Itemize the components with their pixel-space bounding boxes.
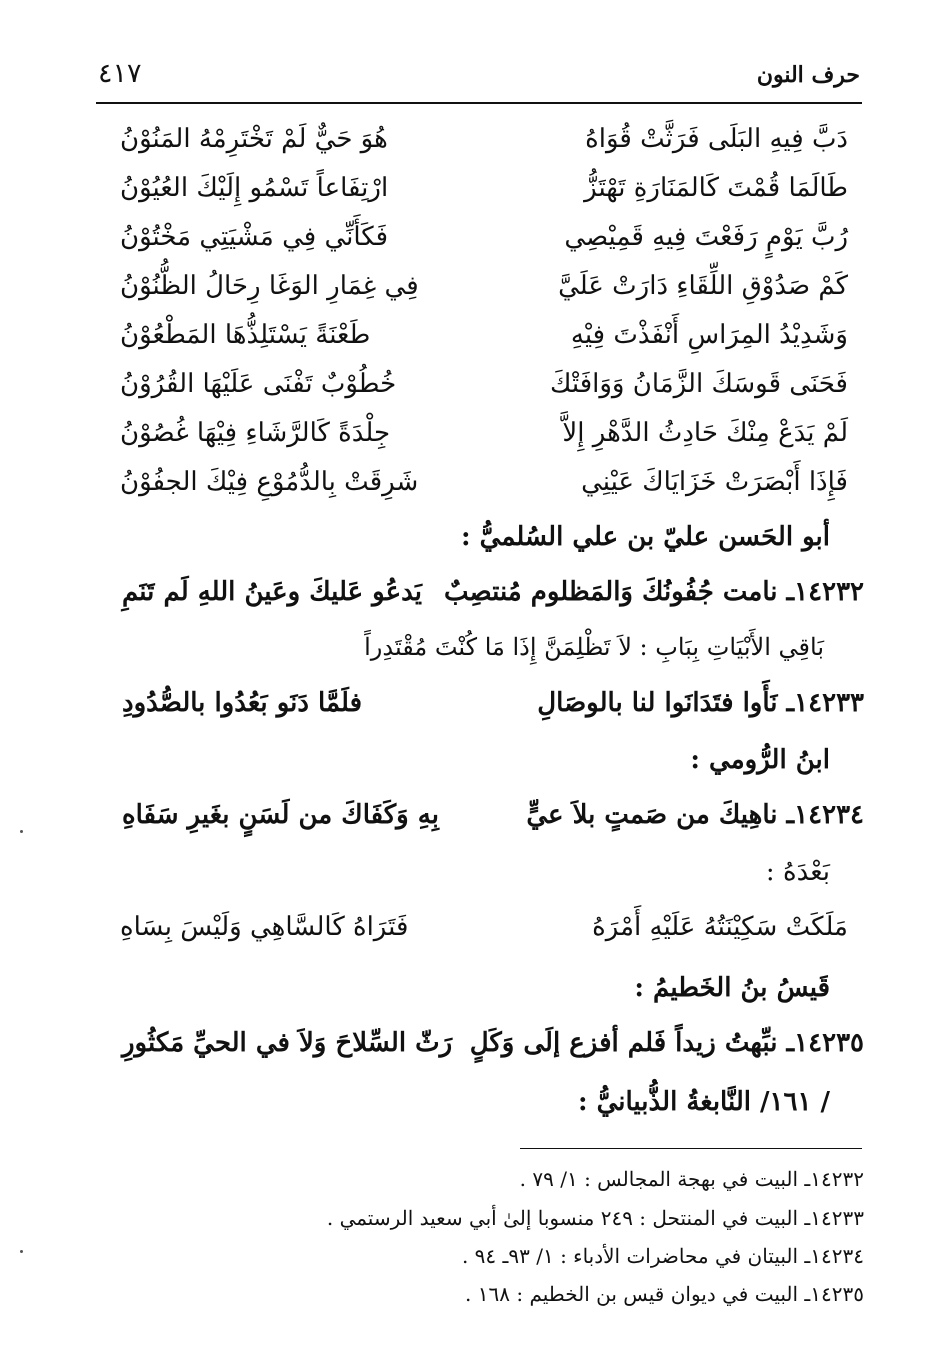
hemistich-left: فَتَرَاهُ كَالسَّاهِي وَلَيْسَ بِسَاهِ <box>120 912 409 942</box>
poet-intro: قَيسُ بنُ الخَطيمُ : <box>634 973 830 1003</box>
hemistich-right: رُبَّ يَوْمٍ رَفَعْتَ فِيهِ قَمِيْصِي <box>564 222 848 252</box>
hemistich-left: ارْتِفَاعاً تَسْمُو إِلَيْكَ العُيُوْنُ <box>120 173 389 203</box>
hemistich-left: يَدعُو عَليكَ وعَينُ اللهِ لَم تَنَمِ <box>122 577 422 607</box>
hemistich-left: جِلْدَةً كَالرَّشَاءِ فِيْهَا غُصُوْنُ <box>120 418 391 448</box>
verse-line <box>120 369 848 421</box>
hemistich-right: ١٤٢٣٥ـ نبِّهتُ زيداً فَلم أفزع إلَى وَكَلٍ <box>469 1028 864 1058</box>
scan-speck <box>20 830 23 833</box>
verse-line <box>120 271 848 323</box>
hemistich-left: شَرِقَتْ بِالدُّمُوْعِ فِيْكَ الجفُوْنُ <box>120 467 419 497</box>
hemistich-right: دَبَّ فِيهِ البَلَى فَرَثَّتْ قُوَاهُ <box>585 124 848 154</box>
hemistich-left: طَعْنَةً يَسْتَلِذُّهَا المَطْعُوْنُ <box>120 320 371 350</box>
header-rule <box>96 102 862 104</box>
verse-line <box>120 912 848 964</box>
hemistich-right: مَلَكَتْ سَكِيْنَتُهُ عَلَيْهِ أَمْرَهُ <box>592 912 848 942</box>
verse-14232 <box>122 577 864 629</box>
footnote-rule <box>520 1148 862 1149</box>
cross-reference-note: بَاقِي الأَبْيَاتِ بِبَابِ : لاَ تَظْلِمَنَّ إِذَا مَا كُنْتَ مُقْتَدِراً <box>364 633 824 661</box>
hemistich-left: رَثّ السِّلاحَ وَلاَ في الحيِّ مَكثُورِ <box>122 1028 453 1058</box>
hemistich-left: فلَمَّا دَنَو بَعُدُوا بالصُّدُودِ <box>122 688 363 718</box>
page-header <box>98 58 860 98</box>
verse-line <box>120 320 848 372</box>
hemistich-right: ١٤٢٣٤ـ ناهِيكَ من صَمتٍ بلاَ عيٍّ <box>526 800 864 830</box>
page-number: ٤١٧ <box>98 58 142 89</box>
verse-line <box>120 467 848 519</box>
scan-speck <box>20 1250 23 1253</box>
hemistich-left: فِي غِمَارِ الوَغَا رِحَالُ الظُّنُوْنُ <box>120 271 419 301</box>
verse-line <box>120 418 848 470</box>
hemistich-right: فَحَنَى قَوسَكَ الزَّمَانُ وَوَافَتْكَ <box>549 369 848 399</box>
hemistich-right: فَإِذَا أَبْصَرَتْ خَزَايَاكَ عَيْنِي <box>581 467 848 497</box>
running-title: حرف النون <box>756 62 860 88</box>
verse-line <box>120 173 848 225</box>
hemistich-right: كَمْ صَدُوْقِ اللِّقَاءِ دَارَتْ عَلَيَّ <box>558 271 848 301</box>
hemistich-left: خُطُوْبٌ تَفْنَى عَلَيْهَا القُرُوْنُ <box>120 369 397 399</box>
section-label: بَعْدَهُ : <box>765 857 830 887</box>
verse-14235 <box>122 1028 864 1080</box>
verse-line <box>120 222 848 274</box>
footnote: ١٤٢٣٥ـ البيت في ديوان قيس بن الخطيم : ١٦٨ . <box>465 1282 864 1306</box>
hemistich-right: وَشَدِيْدُ المِرَاسِ أَنْفَذْتَ فِيْهِ <box>570 320 848 350</box>
poet-intro: / ١٦١/ النَّابغةُ الذُّبيانيُّ : <box>577 1087 830 1117</box>
footnote: ١٤٢٣٣ـ البيت في المنتحل : ٢٤٩ منسوبا إلىٰ أبي سعيد الرستمي . <box>326 1206 864 1230</box>
verse-line <box>120 124 848 176</box>
hemistich-left: هُوَ حَيٌّ لَمْ تَخْتَرِمْهُ المَنُوْنُ <box>120 124 388 154</box>
footnote: ١٤٢٣٤ـ البيتان في محاضرات الأدباء : ١/ ٩٣ـ ٩٤ . <box>461 1244 864 1268</box>
hemistich-right: طَالَمَا قُمْتَ كَالمَنَارَةِ تَهْتَزُّ <box>584 173 848 203</box>
hemistich-left: بِهِ وَكَفَاكَ من لَسَنٍ بغَيرِ سَفَاهِ <box>122 800 439 830</box>
hemistich-right: ١٤٢٣٣ـ نَأَوا فتَدَانَوا لنا بالوصَالِ <box>537 688 864 718</box>
hemistich-right: لَمْ يَدَعْ مِنْكَ حَادِثُ الدَّهْرِ إِلاَّ <box>562 418 848 448</box>
footnote: ١٤٢٣٢ـ البيت في بهجة المجالس : ١/ ٧٩ . <box>519 1167 864 1191</box>
verse-14233 <box>122 688 864 740</box>
verse-14234 <box>122 800 864 852</box>
hemistich-left: فَكَأَنِّي فِي مَشْيَتِي مَخْتُوْنُ <box>120 222 389 252</box>
poet-intro: ابنُ الرُّومي : <box>690 745 830 775</box>
hemistich-right: ١٤٢٣٢ـ نامت جُفُونُكَ وَالمَظلوم مُنتصِبٌ <box>444 577 864 607</box>
poet-intro: أبو الحَسن عليّ بن علي السُلميُّ : <box>461 522 830 552</box>
